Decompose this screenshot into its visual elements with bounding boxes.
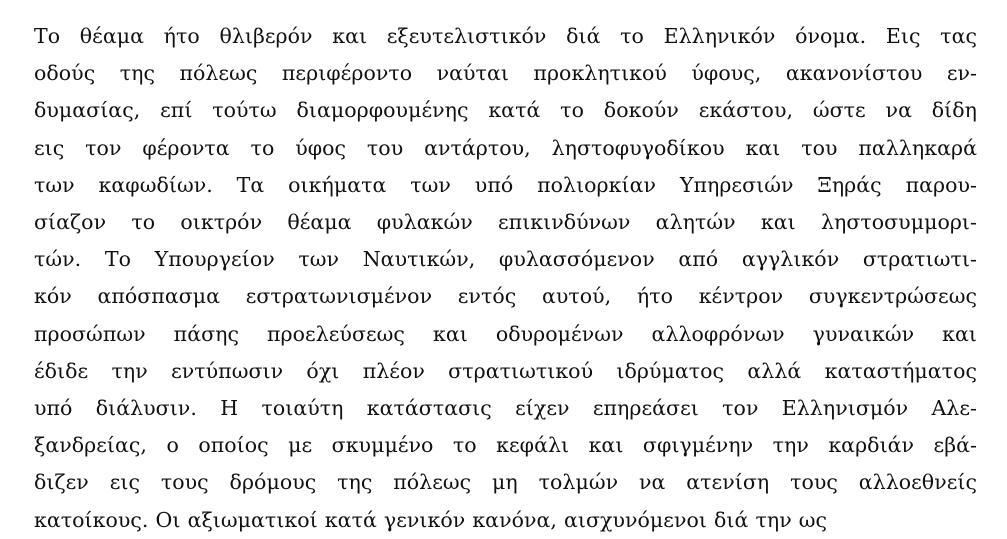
text-line: Το θέαμα ήτο θλιβερόν και εξευτελιστικόν διά το Ελληνικόν όνομα. Εις τας [34, 24, 977, 48]
text-line: σίαζον το οικτρόν θέαμα φυλακών επικινδύνων αλητών και ληστοσυμμορι- [34, 210, 977, 235]
text-line: έδιδε την εντύπωσιν όχι πλέον στρατιωτικού ιδρύματος αλλά καταστήματος [34, 358, 977, 383]
text-line: οδούς της πόλεως περιφέροντο ναύται προκλητικού ύφους, ακανονίστου εν- [34, 61, 977, 86]
text-line: κατοίκους. Οι αξιωματικοί κατά γενικόν κανόνα, αισχυνόμενοι διά την ως [34, 507, 828, 532]
text-line: εις τον φέροντα το ύφος του αντάρτου, ληστοφυγοδίκου και του παλληκαρά [34, 135, 977, 160]
body-paragraph [34, 18, 977, 539]
text-line: ξανδρείας, ο οποίος με σκυμμένο το κεφάλι και σφιγμένην την καρδιάν εβά- [34, 433, 977, 458]
text-line: των καφωδίων. Τα οικήματα των υπό πολιορκίαν Υπηρεσιών Ξηράς παρου- [34, 172, 977, 197]
text-line: δυμασίας, επί τούτω διαμορφουμένης κατά το δοκούν εκάστου, ώστε να δίδη [34, 98, 977, 123]
text-line: κόν απόσπασμα εστρατωνισμένον εντός αυτού, ήτο κέντρον συγκεντρώσεως [34, 284, 977, 309]
text-line: προσώπων πάσης προελεύσεως και οδυρομένων αλλοφρόνων γυναικών και [34, 321, 977, 346]
text-line: τών. Το Υπουργείον των Ναυτικών, φυλασσόμενον από αγγλικόν στρατιωτι- [34, 247, 977, 272]
text-line: διζεν εις τους δρόμους της πόλεως μη τολμών να ατενίση τους αλλοεθνείς [34, 470, 977, 495]
text-line: υπό διάλυσιν. Η τοιαύτη κατάστασις είχεν επηρεάσει τον Ελληνισμόν Αλε- [34, 396, 977, 421]
